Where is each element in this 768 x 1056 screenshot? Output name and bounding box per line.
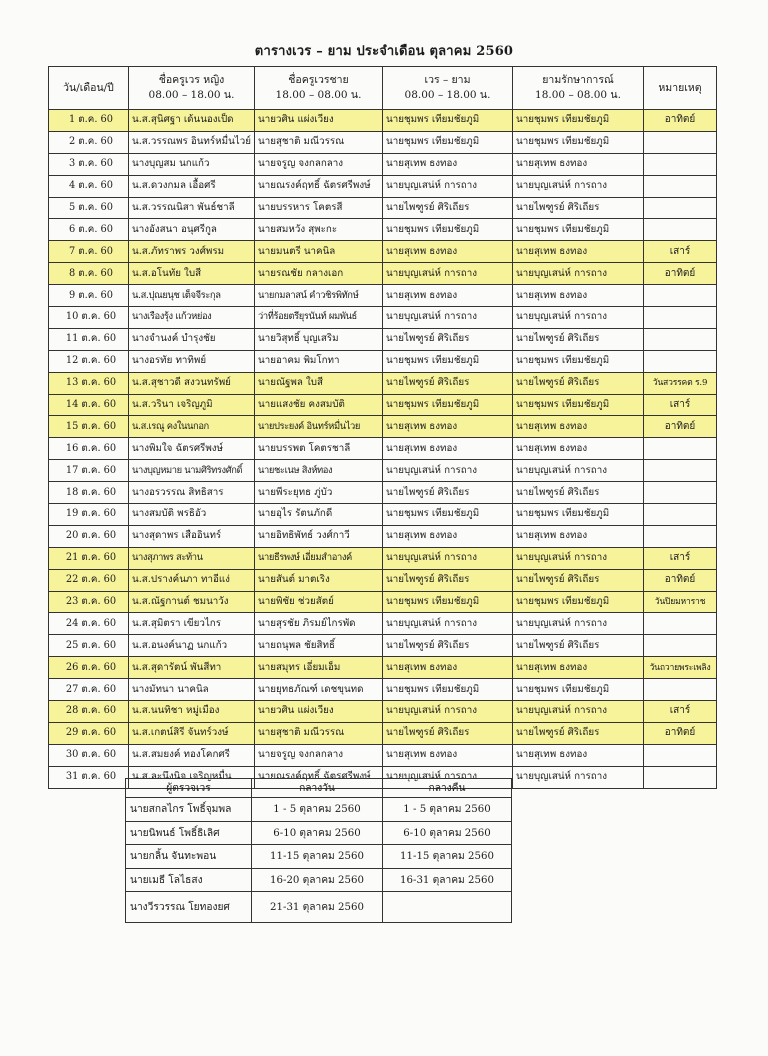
day-guard-cell: นายชุมพร เทียมชัยภูมิ [383,591,513,613]
night-guard-cell: นายชุมพร เทียมชัยภูมิ [513,219,644,241]
note-cell [644,525,717,547]
date-cell: 29 ต.ค. 60 [49,722,129,744]
male-teacher-cell: นายธีรพงษ์ เอี่ยมสำอางค์ [255,547,383,569]
day-guard-cell: นายชุมพร เทียมชัยภูมิ [383,110,513,132]
note-cell [644,766,717,788]
supervisor-night-cell: 16-31 ตุลาคม 2560 [383,868,512,892]
supervisor-name-cell: นายกลิ้น จันทะพอน [126,845,252,869]
table-row [49,701,717,723]
male-teacher-cell: นายพีระยุทธ ภู่บัว [255,482,383,504]
day-guard-cell: นายชุมพร เทียมชัยภูมิ [383,219,513,241]
date-cell: 30 ต.ค. 60 [49,744,129,766]
female-teacher-cell: น.ส.เรณู คงในนกอก [129,416,255,438]
note-cell [644,438,717,460]
supervisor-row [126,868,512,892]
male-teacher-cell: นายประยงค์ อินทร์หมื่นไวย [255,416,383,438]
day-guard-cell: นายสุเทพ ธงทอง [383,744,513,766]
supervisor-row [126,892,512,923]
male-teacher-cell: นายสุชาติ มณีวรรณ [255,722,383,744]
note-cell: วันปิยมหาราช [644,591,717,613]
day-guard-cell: นายสุเทพ ธงทอง [383,153,513,175]
night-guard-cell: นายบุญเสน่ห์ การถาง [513,263,644,285]
table-row [49,569,717,591]
night-guard-cell: นายชุมพร เทียมชัยภูมิ [513,394,644,416]
table-row [49,438,717,460]
male-teacher-cell: นายอิทธิพัทธ์ วงศ์กาวี [255,525,383,547]
day-guard-cell: นายสุเทพ ธงทอง [383,241,513,263]
day-guard-cell: นายบุญเสน่ห์ การถาง [383,263,513,285]
table-row [49,635,717,657]
female-teacher-cell: น.ส.ละนึงนิจ เจริญหมื่น [129,766,255,788]
supervisor-header-night: กลางคืน [383,779,512,798]
day-guard-cell: นายสุเทพ ธงทอง [383,657,513,679]
date-cell: 13 ต.ค. 60 [49,372,129,394]
day-guard-cell: นายไพฑูรย์ ศิริเถียร [383,482,513,504]
male-teacher-cell: นายวิสุทธิ์ บุญเสริม [255,328,383,350]
table-row [49,219,717,241]
note-cell [644,635,717,657]
date-cell: 21 ต.ค. 60 [49,547,129,569]
table-row [49,591,717,613]
night-guard-cell: นายบุญเสน่ห์ การถาง [513,307,644,329]
note-cell [644,307,717,329]
note-cell: วันถวายพระเพลิง [644,657,717,679]
date-cell: 11 ต.ค. 60 [49,328,129,350]
date-cell: 23 ต.ค. 60 [49,591,129,613]
day-guard-cell: นายไพฑูรย์ ศิริเถียร [383,372,513,394]
supervisor-row [126,845,512,869]
date-cell: 24 ต.ค. 60 [49,613,129,635]
supervisor-row [126,798,512,822]
male-teacher-cell: นายแสงชัย คงสมบัติ [255,394,383,416]
night-guard-cell: นายชุมพร เทียมชัยภูมิ [513,504,644,526]
night-guard-cell: นายสุเทพ ธงทอง [513,438,644,460]
date-cell: 25 ต.ค. 60 [49,635,129,657]
table-row [49,416,717,438]
note-cell [644,219,717,241]
female-teacher-cell: นางอรวรรณ สิทธิสาร [129,482,255,504]
supervisor-name-cell: นายนิพนธ์ โพธิ์ธิเลิศ [126,821,252,845]
night-guard-cell: นายไพฑูรย์ ศิริเถียร [513,482,644,504]
male-teacher-cell: นายจรูญ จงกลกลาง [255,744,383,766]
day-guard-cell: นายชุมพร เทียมชัยภูมิ [383,394,513,416]
note-cell: เสาร์ [644,547,717,569]
table-row [49,153,717,175]
table-row [49,482,717,504]
male-teacher-cell: นายบรรหาร โคตรสี [255,197,383,219]
supervisor-day-cell: 21-31 ตุลาคม 2560 [252,892,383,923]
female-teacher-cell: น.ส.ดวงกมล เอื้อศรี [129,175,255,197]
night-guard-cell: นายไพฑูรย์ ศิริเถียร [513,328,644,350]
female-teacher-cell: น.ส.วรรณนิสา พันธ์ชาลี [129,197,255,219]
night-guard-cell: นายสุเทพ ธงทอง [513,153,644,175]
supervisor-row [126,821,512,845]
female-teacher-cell: น.ส.สุนิศฐา เด้นนองเป็ด [129,110,255,132]
note-cell [644,285,717,307]
day-guard-cell: นายสุเทพ ธงทอง [383,416,513,438]
note-cell [644,613,717,635]
note-cell: เสาร์ [644,241,717,263]
female-teacher-cell: นางมัทนา นาคนิล [129,679,255,701]
night-guard-cell: นายบุญเสน่ห์ การถาง [513,766,644,788]
table-row [49,394,717,416]
note-cell [644,153,717,175]
female-teacher-cell: น.ส.สมยงค์ ทองโคกศรี [129,744,255,766]
duty-roster-table [48,66,717,789]
table-row [49,547,717,569]
male-teacher-cell: นายอุไร รัตนภักดี [255,504,383,526]
night-guard-cell: นายชุมพร เทียมชัยภูมิ [513,679,644,701]
date-cell: 26 ต.ค. 60 [49,657,129,679]
day-guard-cell: นายชุมพร เทียมชัยภูมิ [383,679,513,701]
male-teacher-cell: นายวศิน แผ่งเวียง [255,110,383,132]
date-cell: 15 ต.ค. 60 [49,416,129,438]
header-night-guard: ยามรักษาการณ์ 18.00 – 08.00 น. [513,67,644,110]
table-row [49,307,717,329]
note-cell: อาทิตย์ [644,722,717,744]
date-cell: 7 ต.ค. 60 [49,241,129,263]
female-teacher-cell: น.ส.ปรางค์นภา ทาอีแง่ [129,569,255,591]
female-teacher-cell: นางอรทัย ทาทิพย์ [129,350,255,372]
note-cell: วันสวรรคต ร.9 [644,372,717,394]
supervisor-name-cell: นายเมธี โลไธสง [126,868,252,892]
header-date: วัน/เดือน/ปี [49,67,129,110]
header-female-teacher: ชื่อครูเวร หญิง 08.00 – 18.00 น. [129,67,255,110]
night-guard-cell: นายสุเทพ ธงทอง [513,241,644,263]
note-cell: อาทิตย์ [644,110,717,132]
note-cell: อาทิตย์ [644,569,717,591]
male-teacher-cell: นายณัฐพล ใบสี [255,372,383,394]
day-guard-cell: นายชุมพร เทียมชัยภูมิ [383,350,513,372]
note-cell [644,328,717,350]
table-row [49,110,717,132]
night-guard-cell: นายบุญเสน่ห์ การถาง [513,613,644,635]
day-guard-cell: นายไพฑูรย์ ศิริเถียร [383,635,513,657]
day-guard-cell: นายบุญเสน่ห์ การถาง [383,460,513,482]
supervisor-header-day: กลางวัน [252,779,383,798]
female-teacher-cell: น.ส.ภัทราพร วงศ์พรม [129,241,255,263]
day-guard-cell: นายสุเทพ ธงทอง [383,525,513,547]
supervisor-name-cell: นายสกลไกร โพธิ์จุมพล [126,798,252,822]
night-guard-cell: นายสุเทพ ธงทอง [513,525,644,547]
header-day-guard: เวร – ยาม 08.00 – 18.00 น. [383,67,513,110]
note-cell [644,350,717,372]
date-cell: 14 ต.ค. 60 [49,394,129,416]
female-teacher-cell: นางสุภาพร สะท้าน [129,547,255,569]
day-guard-cell: นายชุมพร เทียมชัยภูมิ [383,504,513,526]
day-guard-cell: นายชุมพร เทียมชัยภูมิ [383,131,513,153]
day-guard-cell: นายบุญเสน่ห์ การถาง [383,547,513,569]
date-cell: 31 ต.ค. 60 [49,766,129,788]
night-guard-cell: นายบุญเสน่ห์ การถาง [513,701,644,723]
date-cell: 4 ต.ค. 60 [49,175,129,197]
supervisor-night-cell: 11-15 ตุลาคม 2560 [383,845,512,869]
header-male-teacher: ชื่อครูเวรชาย 18.00 – 08.00 น. [255,67,383,110]
male-teacher-cell: นายยุทธภัณฑ์ เดชขุนทด [255,679,383,701]
night-guard-cell: นายบุญเสน่ห์ การถาง [513,460,644,482]
night-guard-cell: นายสุเทพ ธงทอง [513,285,644,307]
supervisor-day-cell: 11-15 ตุลาคม 2560 [252,845,383,869]
male-teacher-cell: นายสมุทร เอี่ยมเอ็ม [255,657,383,679]
note-cell [644,504,717,526]
note-cell [644,482,717,504]
male-teacher-cell: นายณรงค์ฤทธิ์ ฉัตรศรีพงษ์ [255,766,383,788]
table-row [49,657,717,679]
night-guard-cell: นายไพฑูรย์ ศิริเถียร [513,569,644,591]
date-cell: 19 ต.ค. 60 [49,504,129,526]
female-teacher-cell: น.ส.ณัฐกานต์ ชมนาวัง [129,591,255,613]
male-teacher-cell: นายรณชัย กลางเอก [255,263,383,285]
female-teacher-cell: นางอังสนา อนุศรีกูล [129,219,255,241]
note-cell [644,744,717,766]
female-teacher-cell: น.ส.อนงค์นาฏ นกแก้ว [129,635,255,657]
note-cell: เสาร์ [644,701,717,723]
night-guard-cell: นายสุเทพ ธงทอง [513,416,644,438]
note-cell [644,175,717,197]
female-teacher-cell: นางสมบัติ พรธิอัว [129,504,255,526]
header-note: หมายเหตุ [644,67,717,110]
male-teacher-cell: นายถนุพล ชัยสิทธิ์ [255,635,383,657]
supervisor-night-cell [383,892,512,923]
date-cell: 18 ต.ค. 60 [49,482,129,504]
night-guard-cell: นายชุมพร เทียมชัยภูมิ [513,350,644,372]
night-guard-cell: นายไพฑูรย์ ศิริเถียร [513,197,644,219]
female-teacher-cell: น.ส.สุชาวดี สงวนทรัพย์ [129,372,255,394]
table-row [49,613,717,635]
table-row [49,241,717,263]
female-teacher-cell: นางบุญหมาย นามศิริทรงศักดิ์ [129,460,255,482]
note-cell: อาทิตย์ [644,263,717,285]
male-teacher-cell: นายกมลาสน์ คำวชิรพิทักษ์ [255,285,383,307]
female-teacher-cell: นางบุญสม นกแก้ว [129,153,255,175]
date-cell: 5 ต.ค. 60 [49,197,129,219]
day-guard-cell: นายบุญเสน่ห์ การถาง [383,307,513,329]
date-cell: 28 ต.ค. 60 [49,701,129,723]
table-row [49,460,717,482]
day-guard-cell: นายบุญเสน่ห์ การถาง [383,613,513,635]
date-cell: 3 ต.ค. 60 [49,153,129,175]
male-teacher-cell: นายสันต์ มาตเริง [255,569,383,591]
male-teacher-cell: นายสุชาติ มณีวรรณ [255,131,383,153]
table-row [49,285,717,307]
supervisor-name-cell: นางวีรวรรณ โยทองยศ [126,892,252,923]
supervisor-header-row [126,779,512,798]
male-teacher-cell: นายชะเนษ สิงห์ทอง [255,460,383,482]
date-cell: 8 ต.ค. 60 [49,263,129,285]
female-teacher-cell: น.ส.วรินา เจริญภูมิ [129,394,255,416]
female-teacher-cell: นางจำนงค์ บำรุงชัย [129,328,255,350]
day-guard-cell: นายบุญเสน่ห์ การถาง [383,701,513,723]
male-teacher-cell: นายสุรชัย ภิรมย์ไกรพัด [255,613,383,635]
day-guard-cell: นายสุเทพ ธงทอง [383,285,513,307]
table-row [49,197,717,219]
page-title: ตารางเวร – ยาม ประจำเดือน ตุลาคม 2560 [254,44,514,59]
female-teacher-cell: นางเรืองรุ้ง แก้วหย่อง [129,307,255,329]
supervisor-night-cell: 6-10 ตุลาคม 2560 [383,821,512,845]
supervisor-day-cell: 6-10 ตุลาคม 2560 [252,821,383,845]
table-row [49,744,717,766]
night-guard-cell: นายบุญเสน่ห์ การถาง [513,547,644,569]
day-guard-cell: นายไพฑูรย์ ศิริเถียร [383,722,513,744]
date-cell: 10 ต.ค. 60 [49,307,129,329]
date-cell: 27 ต.ค. 60 [49,679,129,701]
table-row [49,263,717,285]
table-row [49,372,717,394]
female-teacher-cell: น.ส.เกตน์สิรี จันทร์วงษ์ [129,722,255,744]
female-teacher-cell: นางพิมใจ ฉัตรศรีพงษ์ [129,438,255,460]
supervisor-header-name: ผู้ตรวจเวร [126,779,252,798]
date-cell: 22 ต.ค. 60 [49,569,129,591]
night-guard-cell: นายชุมพร เทียมชัยภูมิ [513,591,644,613]
table-row [49,679,717,701]
night-guard-cell: นายสุเทพ ธงทอง [513,657,644,679]
note-cell [644,460,717,482]
night-guard-cell: นายสุเทพ ธงทอง [513,744,644,766]
table-row [49,131,717,153]
day-guard-cell: นายบุญเสน่ห์ การถาง [383,175,513,197]
female-teacher-cell: น.ส.สุดารัตน์ พันสีทา [129,657,255,679]
date-cell: 2 ต.ค. 60 [49,131,129,153]
male-teacher-cell: นายจรูญ จงกลกลาง [255,153,383,175]
male-teacher-cell: ว่าที่ร้อยตรียุรนันท์ ผมพันธ์ [255,307,383,329]
night-guard-cell: นายชุมพร เทียมชัยภูมิ [513,131,644,153]
female-teacher-cell: น.ส.นนทิชา หมู่เมือง [129,701,255,723]
night-guard-cell: นายไพฑูรย์ ศิริเถียร [513,372,644,394]
table-row [49,722,717,744]
supervisor-table [125,778,512,923]
male-teacher-cell: นายมนตรี นาคนิล [255,241,383,263]
female-teacher-cell: น.ส.อโนทัย ใบสี [129,263,255,285]
night-guard-cell: นายชุมพร เทียมชัยภูมิ [513,110,644,132]
table-row [49,350,717,372]
night-guard-cell: นายไพฑูรย์ ศิริเถียร [513,635,644,657]
note-cell [644,197,717,219]
male-teacher-cell: นายบรรพต โคตรชาลี [255,438,383,460]
table-row [49,175,717,197]
note-cell [644,131,717,153]
note-cell: เสาร์ [644,394,717,416]
male-teacher-cell: นายณรงค์ฤทธิ์ ฉัตรศรีพงษ์ [255,175,383,197]
date-cell: 17 ต.ค. 60 [49,460,129,482]
table-row [49,504,717,526]
night-guard-cell: นายบุญเสน่ห์ การถาง [513,175,644,197]
date-cell: 6 ต.ค. 60 [49,219,129,241]
date-cell: 20 ต.ค. 60 [49,525,129,547]
day-guard-cell: นายไพฑูรย์ ศิริเถียร [383,328,513,350]
date-cell: 12 ต.ค. 60 [49,350,129,372]
header-row [49,67,717,110]
female-teacher-cell: น.ส.ปุณยนุช เต็จจีระกุล [129,285,255,307]
supervisor-day-cell: 16-20 ตุลาคม 2560 [252,868,383,892]
day-guard-cell: นายไพฑูรย์ ศิริเถียร [383,197,513,219]
date-cell: 16 ต.ค. 60 [49,438,129,460]
supervisor-day-cell: 1 - 5 ตุลาคม 2560 [252,798,383,822]
day-guard-cell: นายสุเทพ ธงทอง [383,438,513,460]
female-teacher-cell: น.ส.วรรณพร อินทร์หมื่นไวย์ [129,131,255,153]
male-teacher-cell: นายพิชัย ช่วยสัตย์ [255,591,383,613]
table-row [49,525,717,547]
day-guard-cell: นายไพฑูรย์ ศิริเถียร [383,569,513,591]
date-cell: 1 ต.ค. 60 [49,110,129,132]
note-cell [644,679,717,701]
male-teacher-cell: นายอาคม พิมโกทา [255,350,383,372]
date-cell: 9 ต.ค. 60 [49,285,129,307]
supervisor-night-cell: 1 - 5 ตุลาคม 2560 [383,798,512,822]
table-row [49,328,717,350]
female-teacher-cell: นางสุดาพร เสืออินทร์ [129,525,255,547]
male-teacher-cell: นายสมหวัง สุพะกะ [255,219,383,241]
female-teacher-cell: น.ส.สุมิตรา เขียวไกร [129,613,255,635]
day-guard-cell: นายบุญเสน่ห์ การถาง [383,766,513,788]
note-cell: อาทิตย์ [644,416,717,438]
night-guard-cell: นายไพฑูรย์ ศิริเถียร [513,722,644,744]
male-teacher-cell: นายวศิน แผ่งเวียง [255,701,383,723]
